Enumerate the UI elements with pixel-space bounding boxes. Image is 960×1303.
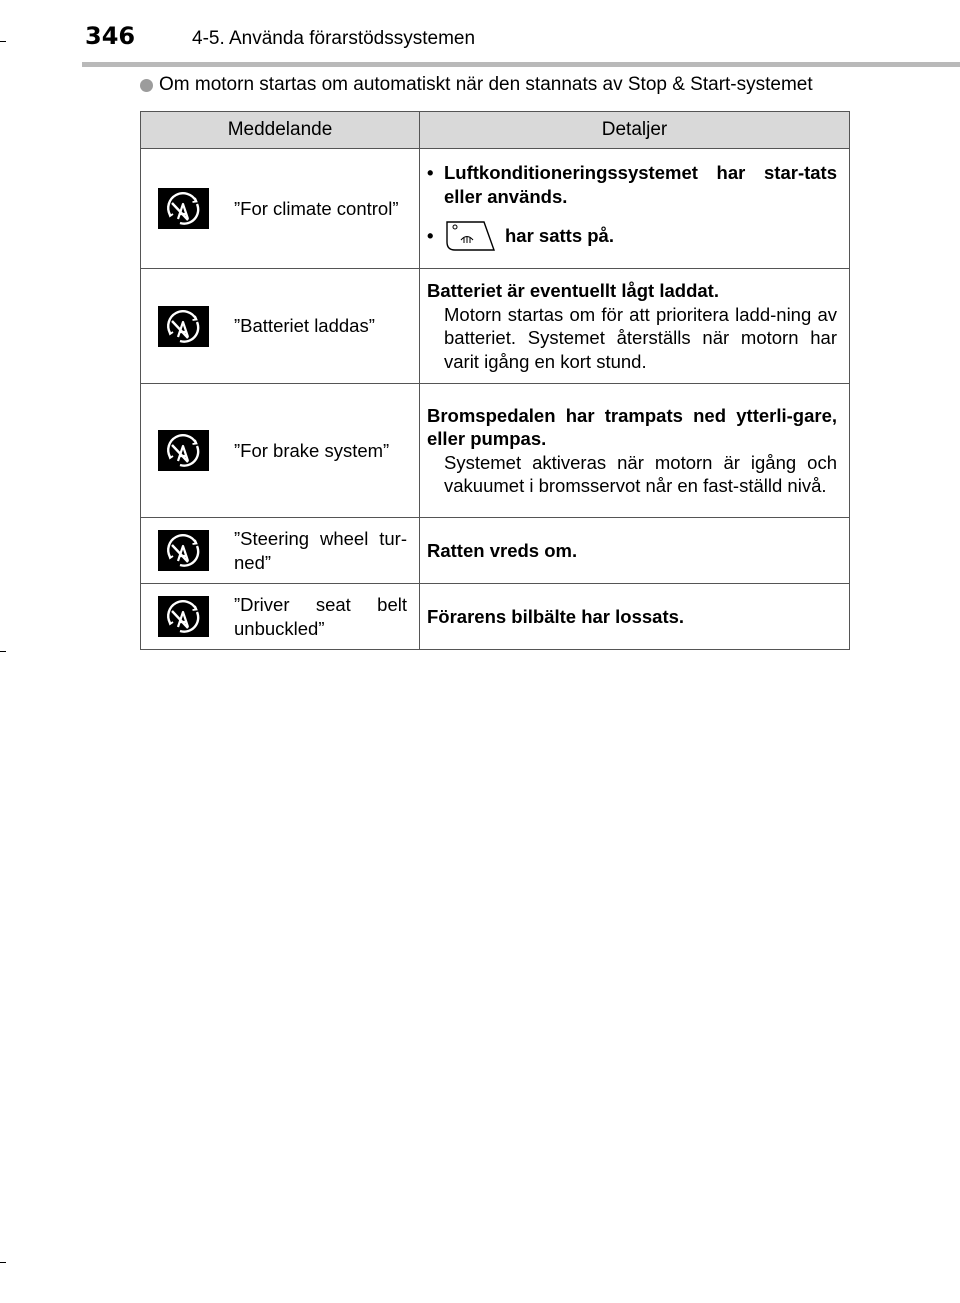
detail-text: har satts på. bbox=[505, 225, 614, 247]
detail-bullet bbox=[427, 161, 837, 208]
message-cell bbox=[141, 384, 420, 518]
message-cell bbox=[141, 518, 420, 584]
detail-lead: Förarens bilbälte har lossats. bbox=[427, 605, 685, 627]
intro-heading bbox=[140, 74, 813, 96]
message-cell bbox=[141, 584, 420, 650]
stop-start-warning-icon bbox=[158, 188, 209, 229]
header-divider bbox=[82, 62, 960, 67]
detail-lead: Ratten vreds om. bbox=[427, 539, 578, 561]
table-row bbox=[141, 269, 850, 384]
detail-body: Motorn startas om för att prioritera ladd-ning av batteriet. Systemet återställs när motorn har varit igång en kort stund. bbox=[444, 303, 837, 372]
detail-body: Systemet aktiveras när motorn är igång och vakuumet i bromsservot når en fast-ställd nivå. bbox=[444, 451, 837, 496]
bullet-dot: • bbox=[427, 225, 434, 247]
stop-start-warning-icon bbox=[158, 596, 209, 637]
crop-mark bbox=[0, 651, 6, 652]
detail-lead: Batteriet är eventuellt lågt laddat. bbox=[427, 280, 719, 301]
message-table bbox=[140, 111, 850, 650]
message-text: ”For brake system” bbox=[234, 439, 390, 461]
column-header-message: Meddelande bbox=[141, 112, 420, 149]
stop-start-warning-icon bbox=[158, 430, 209, 471]
details-cell bbox=[420, 269, 850, 384]
message-cell bbox=[141, 149, 420, 269]
detail-text: Luftkonditioneringssystemet har star-tats eller används. bbox=[444, 162, 837, 207]
section-title: 4-5. Använda förarstödssystemen bbox=[192, 28, 476, 49]
detail-bullet bbox=[427, 218, 837, 254]
message-text: ”Batteriet laddas” bbox=[234, 315, 375, 336]
bullet-dot: • bbox=[427, 162, 434, 183]
stop-start-warning-icon bbox=[158, 306, 209, 347]
details-cell bbox=[420, 384, 850, 518]
table-row bbox=[141, 518, 850, 584]
message-cell bbox=[141, 269, 420, 384]
bullet-icon bbox=[140, 79, 153, 92]
message-text: ”For climate control” bbox=[234, 197, 399, 219]
message-text: ”Driver seat belt unbuckled” bbox=[234, 593, 407, 639]
intro-text: Om motorn startas om automatiskt när den stannats av Stop & Start-systemet bbox=[159, 74, 813, 95]
crop-mark bbox=[0, 1262, 6, 1263]
table-row bbox=[141, 384, 850, 518]
stop-start-warning-icon bbox=[158, 530, 209, 571]
detail-lead: Bromspedalen har trampats ned ytterli-gare, eller pumpas. bbox=[427, 404, 837, 449]
column-header-details: Detaljer bbox=[420, 112, 850, 149]
details-cell bbox=[420, 584, 850, 650]
table-row bbox=[141, 584, 850, 650]
page-number: 346 bbox=[85, 22, 136, 50]
details-cell bbox=[420, 518, 850, 584]
crop-mark bbox=[0, 41, 6, 42]
message-text: ”Steering wheel tur-ned” bbox=[234, 527, 407, 573]
table-header-row bbox=[141, 112, 850, 149]
details-cell bbox=[420, 149, 850, 269]
windshield-defroster-button-icon bbox=[444, 218, 496, 254]
table-row bbox=[141, 149, 850, 269]
